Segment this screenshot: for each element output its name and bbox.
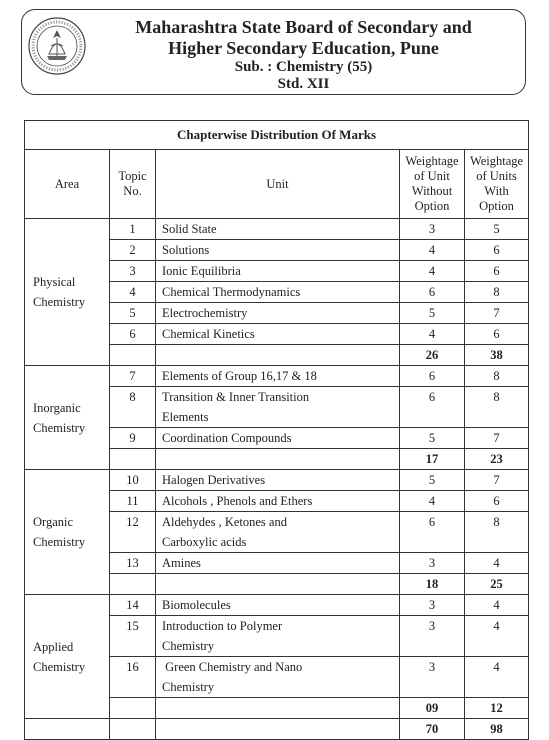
- topic-no-cell: 7: [110, 366, 156, 387]
- empty-cell: [110, 449, 156, 470]
- weightage-with-option-cell: 4: [465, 657, 529, 698]
- weightage-with-option-cell: 8: [465, 512, 529, 553]
- unit-cell: [156, 470, 400, 491]
- table-row: [25, 219, 529, 240]
- unit-name-line: Chemical Thermodynamics: [162, 285, 301, 299]
- unit-name-line: Coordination Compounds: [162, 431, 292, 445]
- weightage-with-option-cell: 8: [465, 282, 529, 303]
- weightage-without-option-cell: 4: [400, 324, 465, 345]
- marks-distribution-table: [24, 120, 529, 740]
- col-header-topic-line2: No.: [123, 184, 142, 198]
- unit-name-line: Aldehydes , Ketones and: [162, 515, 287, 529]
- subject-line: Sub. : Chemistry (55): [234, 59, 373, 75]
- weightage-without-option-cell: 3: [400, 553, 465, 574]
- col-header-w2-line4: Option: [479, 199, 514, 213]
- empty-cell: [110, 719, 156, 740]
- unit-name-line: Chemical Kinetics: [162, 327, 255, 341]
- empty-cell: [156, 719, 400, 740]
- col-header-w1-line4: Option: [414, 199, 450, 213]
- topic-no-cell: 15: [110, 616, 156, 657]
- standard-line: Std. XII: [277, 76, 330, 92]
- weightage-without-option-cell: 6: [400, 282, 465, 303]
- subtotal-without-option: 18: [400, 574, 465, 595]
- unit-cell: [156, 261, 400, 282]
- weightage-without-option-cell: 3: [400, 219, 465, 240]
- weightage-without-option-cell: 6: [400, 512, 465, 553]
- weightage-without-option-cell: 3: [400, 657, 465, 698]
- unit-cell: [156, 553, 400, 574]
- table-row: [25, 470, 529, 491]
- topic-no-cell: 13: [110, 553, 156, 574]
- empty-cell: [110, 698, 156, 719]
- topic-no-cell: 10: [110, 470, 156, 491]
- empty-cell: [110, 574, 156, 595]
- empty-cell: [156, 574, 400, 595]
- subtotal-without-option: 17: [400, 449, 465, 470]
- weightage-without-option-cell: 6: [400, 387, 465, 428]
- grand-total-without-option: 70: [400, 719, 465, 740]
- topic-no-cell: 5: [110, 303, 156, 324]
- weightage-with-option-cell: 6: [465, 240, 529, 261]
- area-label-line: Chemistry: [33, 659, 86, 674]
- unit-name-line: Carboxylic acids: [162, 535, 247, 549]
- topic-no-cell: 16: [110, 657, 156, 698]
- topic-no-cell: 1: [110, 219, 156, 240]
- header-text: [82, 17, 525, 93]
- weightage-with-option-cell: 5: [465, 219, 529, 240]
- weightage-with-option-cell: 6: [465, 491, 529, 512]
- col-header-w2-line3: With: [484, 184, 509, 198]
- unit-cell: [156, 324, 400, 345]
- area-cell: [25, 470, 110, 595]
- topic-no-cell: 2: [110, 240, 156, 261]
- unit-cell: [156, 282, 400, 303]
- header-box: [21, 9, 526, 95]
- col-header-w1-line1: Weightage: [405, 154, 459, 168]
- weightage-without-option-cell: 4: [400, 240, 465, 261]
- board-name-line2: Higher Secondary Education, Pune: [168, 38, 439, 58]
- topic-no-cell: 9: [110, 428, 156, 449]
- grand-total-with-option: 98: [465, 719, 529, 740]
- weightage-with-option-cell: 4: [465, 553, 529, 574]
- unit-name-line: Transition & Inner Transition: [162, 390, 310, 404]
- unit-cell: [156, 387, 400, 428]
- col-header-w2-line2: of Units: [476, 169, 517, 183]
- area-label-line: Chemistry: [33, 295, 86, 309]
- subtotal-with-option: 12: [465, 698, 529, 719]
- unit-cell: [156, 428, 400, 449]
- area-cell: [25, 366, 110, 470]
- area-cell: [25, 595, 110, 719]
- empty-cell: [156, 449, 400, 470]
- col-header-w1-line3: Without: [411, 184, 453, 198]
- weightage-without-option-cell: 3: [400, 616, 465, 657]
- col-header-w1-line2: of Unit: [414, 169, 450, 183]
- unit-name-line: Halogen Derivatives: [162, 473, 266, 487]
- subtotal-with-option: 38: [465, 345, 529, 366]
- unit-name-line: Introduction to Polymer: [162, 619, 283, 633]
- empty-cell: [156, 698, 400, 719]
- weightage-with-option-cell: 4: [465, 595, 529, 616]
- unit-name-line: Chemistry: [162, 639, 215, 653]
- area-label-line: Chemistry: [33, 420, 86, 435]
- weightage-with-option-cell: 8: [465, 366, 529, 387]
- unit-cell: [156, 366, 400, 387]
- table-row: [25, 366, 529, 387]
- topic-no-cell: 11: [110, 491, 156, 512]
- table-title-row: [25, 121, 529, 150]
- weightage-with-option-cell: 6: [465, 324, 529, 345]
- grand-total-row: [25, 719, 529, 740]
- unit-cell: [156, 491, 400, 512]
- empty-cell: [156, 345, 400, 366]
- col-header-topic: [110, 150, 156, 219]
- area-label-line: Inorganic: [33, 400, 81, 415]
- empty-cell: [110, 345, 156, 366]
- unit-name-line: Alcohols , Phenols and Ethers: [162, 494, 313, 508]
- board-seal-icon: [27, 16, 87, 76]
- topic-no-cell: 6: [110, 324, 156, 345]
- area-label-line: Chemistry: [33, 535, 86, 549]
- unit-name-line: Solutions: [162, 243, 210, 257]
- unit-cell: [156, 616, 400, 657]
- unit-cell: [156, 657, 400, 698]
- topic-no-cell: 4: [110, 282, 156, 303]
- table-header-row: [25, 150, 529, 219]
- weightage-without-option-cell: 3: [400, 595, 465, 616]
- col-header-w2-line1: Weightage: [469, 154, 524, 168]
- unit-name-line: Amines: [162, 556, 201, 570]
- unit-cell: [156, 512, 400, 553]
- topic-no-cell: 8: [110, 387, 156, 428]
- unit-name-line: Solid State: [162, 222, 217, 236]
- unit-cell: [156, 240, 400, 261]
- unit-name-line: Elements of Group 16,17 & 18: [162, 369, 317, 383]
- weightage-with-option-cell: 7: [465, 303, 529, 324]
- weightage-with-option-cell: 4: [465, 616, 529, 657]
- unit-name-line: Electrochemistry: [162, 306, 248, 320]
- topic-no-cell: 12: [110, 512, 156, 553]
- weightage-with-option-cell: 6: [465, 261, 529, 282]
- weightage-without-option-cell: 5: [400, 428, 465, 449]
- board-name-line1: Maharashtra State Board of Secondary and: [135, 17, 472, 37]
- col-header-unit: Unit: [156, 150, 400, 219]
- topic-no-cell: 14: [110, 595, 156, 616]
- unit-cell: [156, 595, 400, 616]
- weightage-without-option-cell: 4: [400, 491, 465, 512]
- area-label-line: Organic: [33, 515, 74, 529]
- unit-cell: [156, 303, 400, 324]
- subtotal-with-option: 25: [465, 574, 529, 595]
- area-cell: [25, 219, 110, 366]
- col-header-topic-line1: Topic: [118, 169, 147, 183]
- unit-name-line: Chemistry: [162, 680, 215, 694]
- unit-name-line: Green Chemistry and Nano: [162, 660, 303, 674]
- subtotal-without-option: 09: [400, 698, 465, 719]
- weightage-without-option-cell: 5: [400, 303, 465, 324]
- subtotal-with-option: 23: [465, 449, 529, 470]
- weightage-with-option-cell: 8: [465, 387, 529, 428]
- weightage-without-option-cell: 6: [400, 366, 465, 387]
- topic-no-cell: 3: [110, 261, 156, 282]
- empty-cell: [25, 719, 110, 740]
- weightage-with-option-cell: 7: [465, 428, 529, 449]
- unit-name-line: Elements: [162, 410, 209, 424]
- unit-name-line: Biomolecules: [162, 598, 231, 612]
- area-label-line: Physical: [33, 275, 76, 289]
- col-header-weightage-without-option: [400, 150, 465, 219]
- unit-name-line: Ionic Equilibria: [162, 264, 241, 278]
- weightage-without-option-cell: 4: [400, 261, 465, 282]
- weightage-with-option-cell: 7: [465, 470, 529, 491]
- col-header-area: Area: [25, 150, 110, 219]
- weightage-without-option-cell: 5: [400, 470, 465, 491]
- col-header-weightage-with-option: [465, 150, 529, 219]
- table-title: Chapterwise Distribution Of Marks: [25, 121, 529, 150]
- subtotal-without-option: 26: [400, 345, 465, 366]
- table-row: [25, 595, 529, 616]
- unit-cell: [156, 219, 400, 240]
- area-label-line: Applied: [33, 639, 74, 654]
